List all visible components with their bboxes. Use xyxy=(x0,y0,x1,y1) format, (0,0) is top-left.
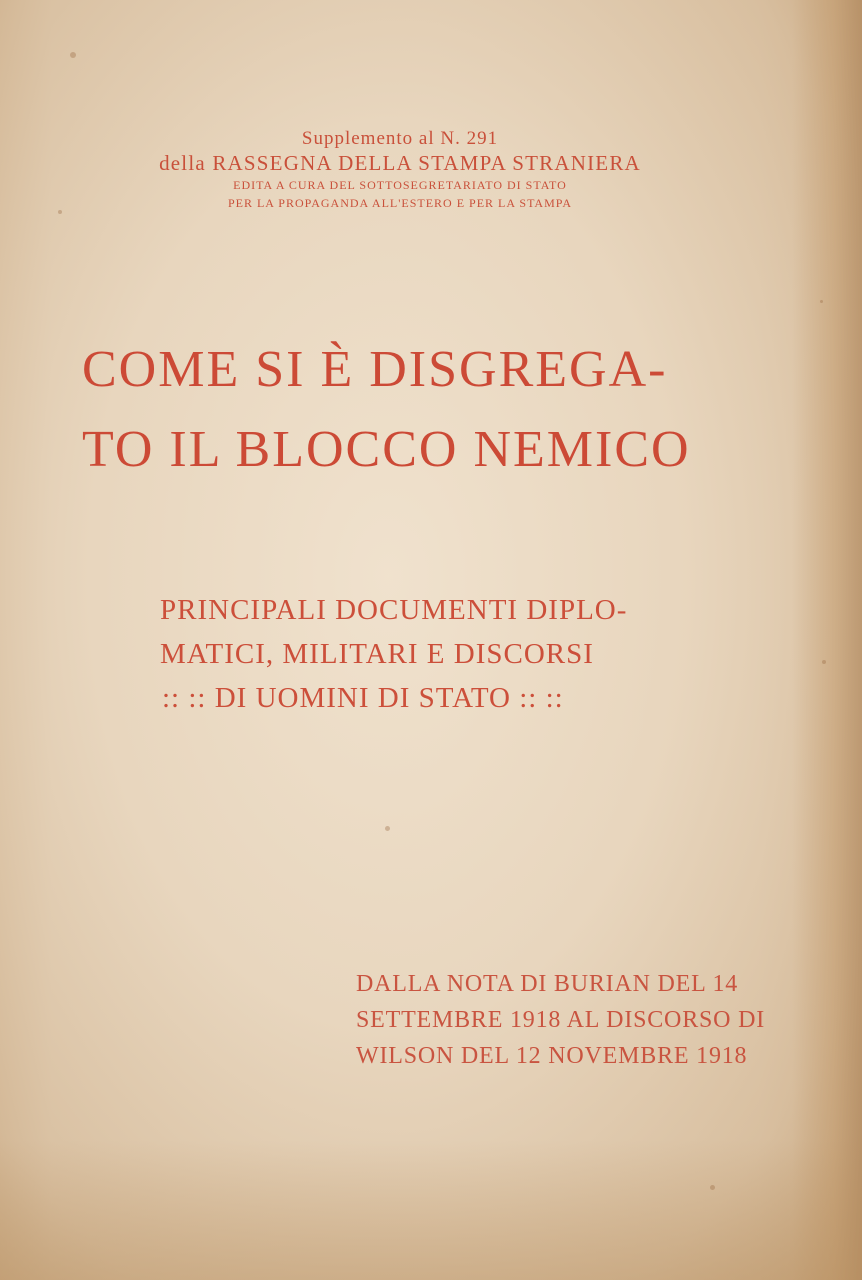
subtitle-line-2: MATICI, MILITARI E DISCORSI xyxy=(160,638,594,670)
date-line-2: SETTEMBRE 1918 AL DISCORSO DI xyxy=(356,1007,766,1033)
foxing-spot xyxy=(820,300,823,303)
paper-bottom-stain xyxy=(0,1140,862,1280)
editor-line-2: PER LA PROPAGANDA ALL'ESTERO E PER LA STAMPA xyxy=(227,195,573,210)
title-line-1: COME SI È DISGREGA- xyxy=(82,341,668,398)
publication-name: della RASSEGNA DELLA STAMPA STRANIERA xyxy=(159,150,641,175)
date-line-1: DALLA NOTA DI BURIAN DEL 14 xyxy=(356,971,739,997)
subtitle-line-3: :: :: DI UOMINI DI STATO :: :: xyxy=(162,682,564,714)
editor-line: EDITA A CURA DEL SOTTOSEGRETARIATO DI STATO xyxy=(233,177,567,192)
title-line-2: TO IL BLOCCO NEMICO xyxy=(82,421,691,478)
subtitle-line-1: PRINCIPALI DOCUMENTI DIPLO- xyxy=(160,594,628,626)
foxing-spot xyxy=(58,210,62,214)
foxing-spot xyxy=(385,826,390,831)
paper-edge-stain xyxy=(792,0,862,1280)
subtitle xyxy=(160,588,720,720)
supplement-number: Supplemento al N. 291 xyxy=(301,128,499,149)
foxing-spot xyxy=(70,52,76,58)
main-title xyxy=(82,330,762,490)
foxing-spot xyxy=(710,1185,715,1190)
foxing-spot xyxy=(822,660,826,664)
publication-header xyxy=(100,128,700,212)
date-range xyxy=(356,966,816,1074)
date-line-3: WILSON DEL 12 NOVEMBRE 1918 xyxy=(356,1043,748,1069)
